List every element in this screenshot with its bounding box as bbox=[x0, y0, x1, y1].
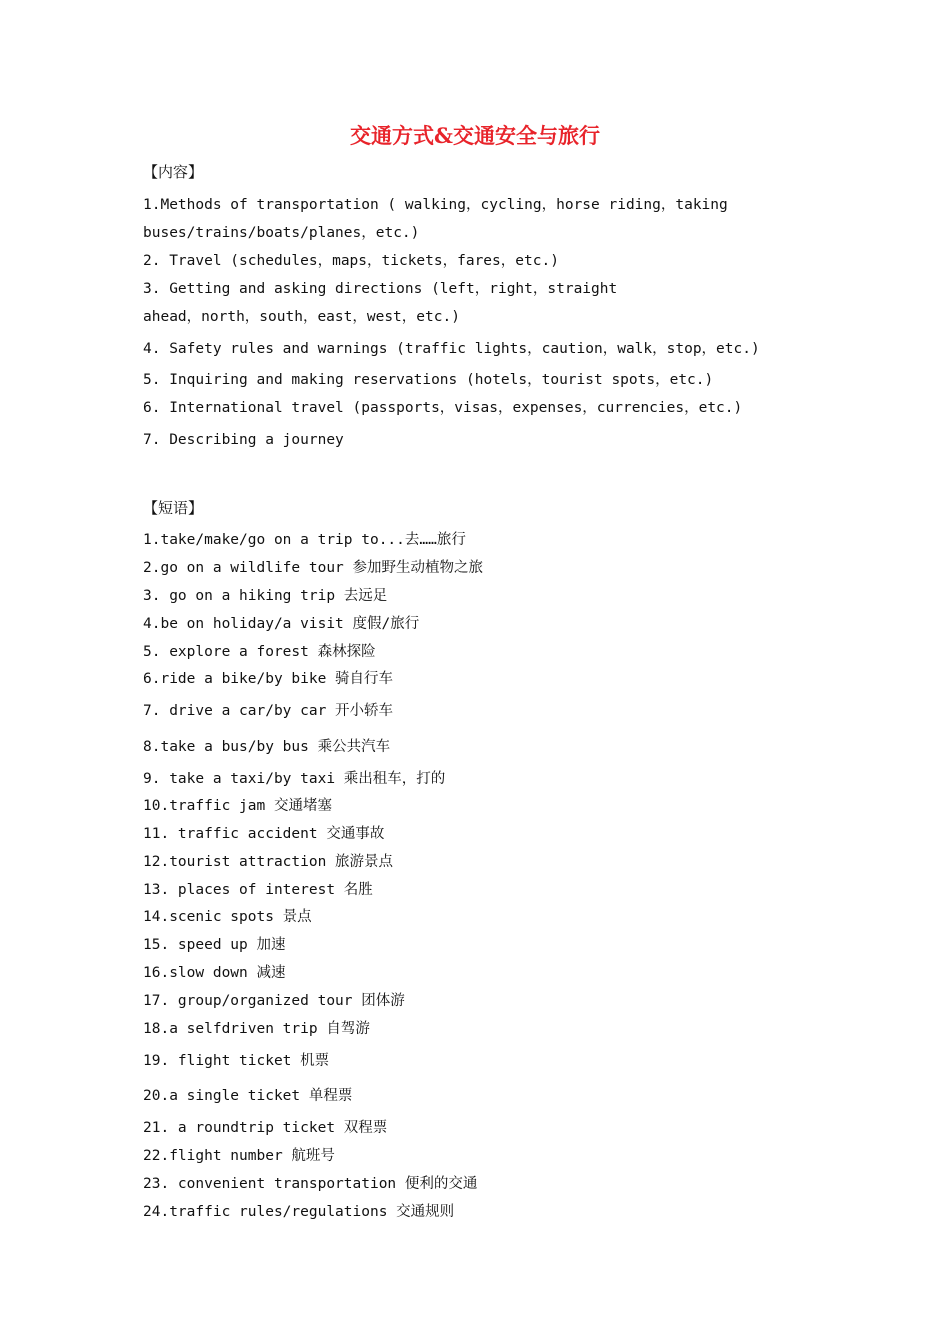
content-section-heading: 【内容】 bbox=[143, 163, 204, 181]
content-line-7: 7. Describing a journey bbox=[143, 432, 344, 448]
phrase-line-8: 8.take a bus/by bus 乘公共汽车 bbox=[143, 739, 391, 755]
phrase-line-16: 16.slow down 减速 bbox=[143, 965, 286, 981]
phrase-line-1: 1.take/make/go on a trip to...去……旅行 bbox=[143, 532, 466, 548]
phrase-line-12: 12.tourist attraction 旅游景点 bbox=[143, 854, 394, 870]
phrase-line-11: 11. traffic accident 交通事故 bbox=[143, 826, 385, 842]
content-line-1: 1.Methods of transportation ( walking，cycling，horse riding，taking bbox=[143, 197, 728, 213]
phrase-line-4: 4.be on holiday/a visit 度假/旅行 bbox=[143, 616, 420, 632]
phrase-line-2: 2.go on a wildlife tour 参加野生动植物之旅 bbox=[143, 560, 484, 576]
phrase-line-6: 6.ride a bike/by bike 骑自行车 bbox=[143, 671, 394, 687]
phrase-line-21: 21. a roundtrip ticket 双程票 bbox=[143, 1120, 388, 1136]
phrase-section-heading: 【短语】 bbox=[143, 499, 204, 517]
phrase-line-24: 24.traffic rules/regulations 交通规则 bbox=[143, 1204, 455, 1220]
phrase-line-3: 3. go on a hiking trip 去远足 bbox=[143, 588, 388, 604]
content-line-2: 2. Travel (schedules，maps，tickets，fares，etc.) bbox=[143, 253, 559, 269]
phrase-line-19: 19. flight ticket 机票 bbox=[143, 1053, 330, 1069]
phrase-line-17: 17. group/organized tour 团体游 bbox=[143, 993, 405, 1009]
page-title: 交通方式&交通安全与旅行 bbox=[350, 123, 600, 148]
content-line-1-cont: buses/trains/boats/planes，etc.) bbox=[143, 225, 420, 241]
content-line-4: 4. Safety rules and warnings (traffic lights，caution，walk，stop，etc.) bbox=[143, 341, 760, 357]
phrase-line-7: 7. drive a car/by car 开小轿车 bbox=[143, 703, 394, 719]
phrase-line-23: 23. convenient transportation 便利的交通 bbox=[143, 1176, 478, 1192]
phrase-line-20: 20.a single ticket 单程票 bbox=[143, 1088, 353, 1104]
phrase-line-9: 9. take a taxi/by taxi 乘出租车，打的 bbox=[143, 771, 446, 787]
phrase-line-15: 15. speed up 加速 bbox=[143, 937, 286, 953]
phrase-line-5: 5. explore a forest 森林探险 bbox=[143, 644, 376, 660]
phrase-line-14: 14.scenic spots 景点 bbox=[143, 909, 312, 925]
phrase-line-10: 10.traffic jam 交通堵塞 bbox=[143, 798, 332, 814]
phrase-line-18: 18.a selfdriven trip 自驾游 bbox=[143, 1021, 370, 1037]
content-line-3-cont: ahead，north，south，east，west，etc.) bbox=[143, 309, 460, 325]
phrase-line-22: 22.flight number 航班号 bbox=[143, 1148, 335, 1164]
content-line-5: 5. Inquiring and making reservations (hotels，tourist spots，etc.) bbox=[143, 372, 714, 388]
phrase-line-13: 13. places of interest 名胜 bbox=[143, 882, 373, 898]
content-line-3: 3. Getting and asking directions (left，right，straight bbox=[143, 281, 618, 297]
content-line-6: 6. International travel (passports，visas，expenses，currencies，etc.) bbox=[143, 400, 743, 416]
